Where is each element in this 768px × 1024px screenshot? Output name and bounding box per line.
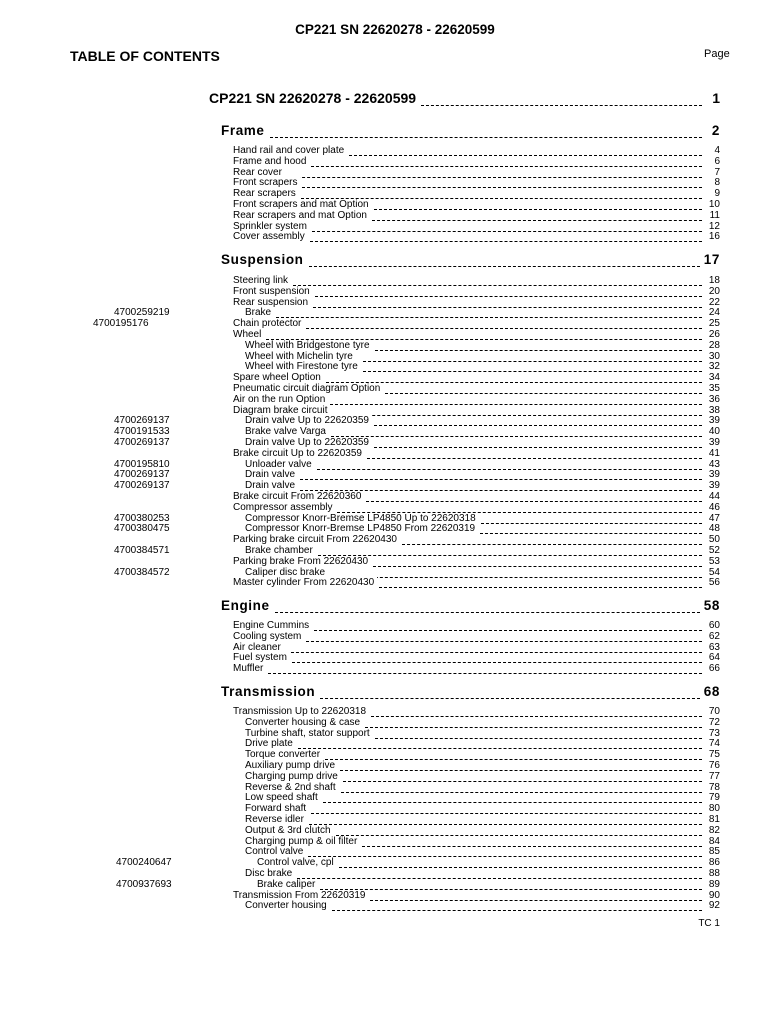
toc-entry-label: Transmission Up to 22620318 <box>233 706 369 717</box>
toc-entry-label: Brake chamber <box>245 545 316 556</box>
leader-line <box>268 672 702 674</box>
toc-entry-page: 76 <box>708 760 720 771</box>
toc-entry-page: 32 <box>708 361 720 373</box>
toc-entry-page: 85 <box>708 846 720 858</box>
toc-entry-label: Chain protector <box>233 318 304 329</box>
toc-entry-label: Brake caliper <box>257 879 318 890</box>
toc-entry-label: Diagram brake circuit <box>233 405 330 416</box>
toc-entry-page: 20 <box>708 285 720 297</box>
toc-entry-label: Cover assembly <box>233 231 308 242</box>
toc-entry-page: 1 <box>712 90 720 106</box>
toc-entry-label: Compressor assembly <box>233 502 335 513</box>
toc-entry-page: 40 <box>708 426 720 438</box>
toc-entry-label: Sprinkler system <box>233 221 310 232</box>
toc-entry-label: Air on the run Option <box>233 394 328 405</box>
part-number: 4700384571 <box>114 545 170 556</box>
toc-entry-page: 48 <box>708 523 720 535</box>
toc-entry-label: Drain valve Up to 22620359 <box>245 415 372 426</box>
toc-entry-label: Suspension <box>221 252 307 267</box>
leader-line <box>320 697 700 699</box>
toc-entry-label: Converter housing <box>245 900 330 911</box>
part-number: 4700269137 <box>114 415 170 427</box>
toc-entry-page: 79 <box>708 792 720 804</box>
toc-entry-label: Rear cover <box>233 167 285 178</box>
toc-entry-label: Drain valve <box>245 469 298 480</box>
toc-entry-page: 60 <box>708 620 720 631</box>
toc-entry-page: 70 <box>708 706 720 717</box>
toc-entry-label: Compressor Knorr-Bremse LP4850 Up to 22620318 <box>245 513 479 524</box>
page-footer: TC 1 <box>698 918 720 929</box>
toc-entry-page: 43 <box>708 458 720 470</box>
toc-entry-label: Spare wheel Option <box>233 372 324 383</box>
toc-entry-label: Steering link <box>233 275 291 286</box>
toc-item[interactable] <box>0 663 768 677</box>
toc-entry-page: 73 <box>708 727 720 739</box>
toc-entry-page: 50 <box>708 534 720 546</box>
toc-entry-page: 84 <box>708 835 720 847</box>
toc-entry-label: Rear suspension <box>233 297 311 308</box>
toc-main-entry[interactable] <box>0 90 768 104</box>
toc-entry-label: Output & 3rd clutch <box>245 825 334 836</box>
toc-entry-page: 78 <box>708 781 720 793</box>
toc-entry-label: Reverse idler <box>245 814 307 825</box>
toc-entry-label: Fuel system <box>233 652 290 663</box>
toc-entry-label: Frame <box>221 123 268 138</box>
toc-entry-page: 81 <box>708 814 720 825</box>
toc-entry-label: Converter housing & case <box>245 717 363 728</box>
toc-entry-page: 62 <box>708 630 720 642</box>
toc-entry-page: 35 <box>708 383 720 394</box>
leader-line <box>309 265 700 267</box>
toc-entry-label: Brake <box>245 307 274 318</box>
leader-line <box>421 104 702 106</box>
toc-entry-page: 39 <box>708 437 720 448</box>
part-number: 4700259219 <box>114 307 170 319</box>
toc-entry-label: Drive plate <box>245 738 296 749</box>
part-number: 4700380475 <box>114 523 170 535</box>
toc-entry-page: 47 <box>708 512 720 524</box>
toc-section-frame[interactable] <box>0 123 768 137</box>
toc-entry-page: 17 <box>703 252 720 267</box>
part-number: 4700937693 <box>116 878 172 890</box>
toc-entry-label: Front scrapers <box>233 177 300 188</box>
toc-entry-page: 4 <box>714 145 720 156</box>
toc-entry-label: Air cleaner <box>233 642 284 653</box>
toc-entry-page: 56 <box>708 577 720 589</box>
toc-entry-page: 34 <box>708 372 720 384</box>
document-title: CP221 SN 22620278 - 22620599 <box>295 22 495 37</box>
toc-entry-label: CP221 SN 22620278 - 22620599 <box>209 90 419 106</box>
toc-entry-label: Charging pump drive <box>245 771 341 782</box>
toc-entry-label: Compressor Knorr-Bremse LP4850 From 22620319 <box>245 523 478 534</box>
toc-entry-page: 7 <box>714 166 720 178</box>
toc-section-engine[interactable] <box>0 598 768 612</box>
toc-entry-label: Low speed shaft <box>245 792 321 803</box>
page-column-label: Page <box>704 48 730 60</box>
toc-entry-label: Front suspension <box>233 286 313 297</box>
toc-entry-label: Turbine shaft, stator support <box>245 728 373 739</box>
toc-entry-page: 46 <box>708 501 720 513</box>
toc-entry-page: 16 <box>708 231 720 243</box>
toc-entry-label: Brake circuit Up to 22620359 <box>233 448 365 459</box>
toc-entry-page: 6 <box>714 155 720 167</box>
leader-line <box>270 136 702 138</box>
toc-section-suspension[interactable] <box>0 252 768 266</box>
toc-entry-label: Drain valve <box>245 480 298 491</box>
leader-line <box>332 909 702 911</box>
part-number: 4700195176 <box>93 318 149 330</box>
toc-entry-label: Brake circuit From 22620360 <box>233 491 364 502</box>
leader-line <box>310 240 702 242</box>
toc-item[interactable] <box>0 900 768 914</box>
toc-entry-page: 28 <box>708 339 720 351</box>
toc-entry-page: 52 <box>708 545 720 556</box>
toc-entry-page: 88 <box>708 868 720 879</box>
toc-entry-page: 89 <box>708 878 720 890</box>
leader-line <box>275 611 700 613</box>
toc-entry-page: 53 <box>708 555 720 567</box>
toc-entry-page: 22 <box>708 296 720 308</box>
toc-entry-page: 10 <box>708 199 720 210</box>
toc-entry-page: 18 <box>708 275 720 286</box>
toc-entry-page: 9 <box>714 188 720 200</box>
toc-entry-label: Drain valve Up to 22620359 <box>245 437 372 448</box>
toc-entry-label: Wheel with Firestone tyre <box>245 361 361 372</box>
toc-entry-page: 74 <box>708 738 720 750</box>
part-number: 4700269137 <box>114 437 170 448</box>
toc-item[interactable] <box>0 577 768 591</box>
toc-entry-label: Cooling system <box>233 631 304 642</box>
toc-entry-page: 8 <box>714 177 720 189</box>
toc-entry-page: 63 <box>708 641 720 653</box>
toc-entry-page: 2 <box>711 123 720 138</box>
toc-entry-label: Control valve <box>245 846 306 857</box>
toc-entry-label: Muffler <box>233 663 266 674</box>
part-number: 4700191533 <box>114 426 170 438</box>
toc-entry-label: Transmission From 22620319 <box>233 890 368 901</box>
toc-entry-page: 39 <box>708 480 720 492</box>
toc-section-transmission[interactable] <box>0 684 768 698</box>
part-number: 4700195810 <box>114 458 170 470</box>
toc-heading: TABLE OF CONTENTS <box>70 48 220 64</box>
toc-entry-page: 44 <box>708 491 720 502</box>
toc-entry-label: Rear scrapers <box>233 188 299 199</box>
toc-entry-page: 90 <box>708 889 720 901</box>
toc-entry-label: Front scrapers and mat Option <box>233 199 372 210</box>
toc-entry-page: 12 <box>708 220 720 232</box>
toc-entry-page: 25 <box>708 318 720 330</box>
toc-entry-page: 54 <box>708 566 720 578</box>
toc-entry-label: Parking brake From 22620430 <box>233 556 371 567</box>
part-number: 4700269137 <box>114 469 170 481</box>
toc-entry-label: Brake valve Varga <box>245 426 329 437</box>
toc-entry-page: 36 <box>708 393 720 405</box>
toc-entry-label: Rear scrapers and mat Option <box>233 210 370 221</box>
toc-entry-label: Unloader valve <box>245 459 315 470</box>
part-number: 4700380253 <box>114 512 170 524</box>
toc-entry-label: Master cylinder From 22620430 <box>233 577 377 588</box>
toc-entry-label: Wheel <box>233 329 264 340</box>
part-number: 4700240647 <box>116 857 172 869</box>
toc-entry-page: 39 <box>708 469 720 481</box>
toc-entry-label: Torque converter <box>245 749 323 760</box>
leader-line <box>379 586 702 588</box>
toc-entry-page: 38 <box>708 404 720 416</box>
toc-entry-label: Disc brake <box>245 868 295 879</box>
toc-entry-label: Charging pump & oil filter <box>245 836 360 847</box>
toc-entry-label: Control valve, cpl <box>257 857 337 868</box>
toc-entry-label: Pneumatic circuit diagram Option <box>233 383 383 394</box>
toc-entry-page: 64 <box>708 652 720 664</box>
toc-entry-page: 80 <box>708 803 720 815</box>
toc-entry-label: Frame and hood <box>233 156 309 167</box>
toc-entry-page: 77 <box>708 770 720 782</box>
toc-entry-page: 92 <box>708 900 720 912</box>
toc-entry-label: Engine <box>221 598 273 613</box>
toc-entry-label: Engine Cummins <box>233 620 312 631</box>
toc-entry-page: 75 <box>708 749 720 761</box>
toc-entry-page: 72 <box>708 716 720 728</box>
toc-entry-label: Transmission <box>221 684 318 699</box>
toc-entry-label: Auxiliary pump drive <box>245 760 338 771</box>
toc-entry-label: Wheel with Bridgestone tyre <box>245 340 373 351</box>
toc-entry-page: 66 <box>708 663 720 675</box>
part-number: 4700384572 <box>114 566 170 578</box>
toc-entry-page: 39 <box>708 415 720 427</box>
toc-entry-page: 11 <box>709 209 720 221</box>
toc-entry-page: 24 <box>708 307 720 319</box>
toc-entry-label: Forward shaft <box>245 803 309 814</box>
toc-entry-label: Wheel with Michelin tyre <box>245 351 356 362</box>
toc-entry-page: 26 <box>708 329 720 340</box>
toc-entry-page: 30 <box>708 350 720 362</box>
toc-entry-label: Hand rail and cover plate <box>233 145 347 156</box>
toc-entry-page: 41 <box>708 447 720 459</box>
toc-entry-page: 68 <box>703 684 720 699</box>
part-number: 4700269137 <box>114 480 170 492</box>
toc-entry-label: Caliper disc brake <box>245 567 328 578</box>
toc-entry-page: 58 <box>703 598 720 613</box>
toc-entry-label: Parking brake circuit From 22620430 <box>233 534 400 545</box>
toc-entry-page: 86 <box>708 857 720 869</box>
toc-entry-label: Reverse & 2nd shaft <box>245 782 339 793</box>
toc-entry-page: 82 <box>708 824 720 836</box>
toc-item[interactable] <box>0 231 768 245</box>
